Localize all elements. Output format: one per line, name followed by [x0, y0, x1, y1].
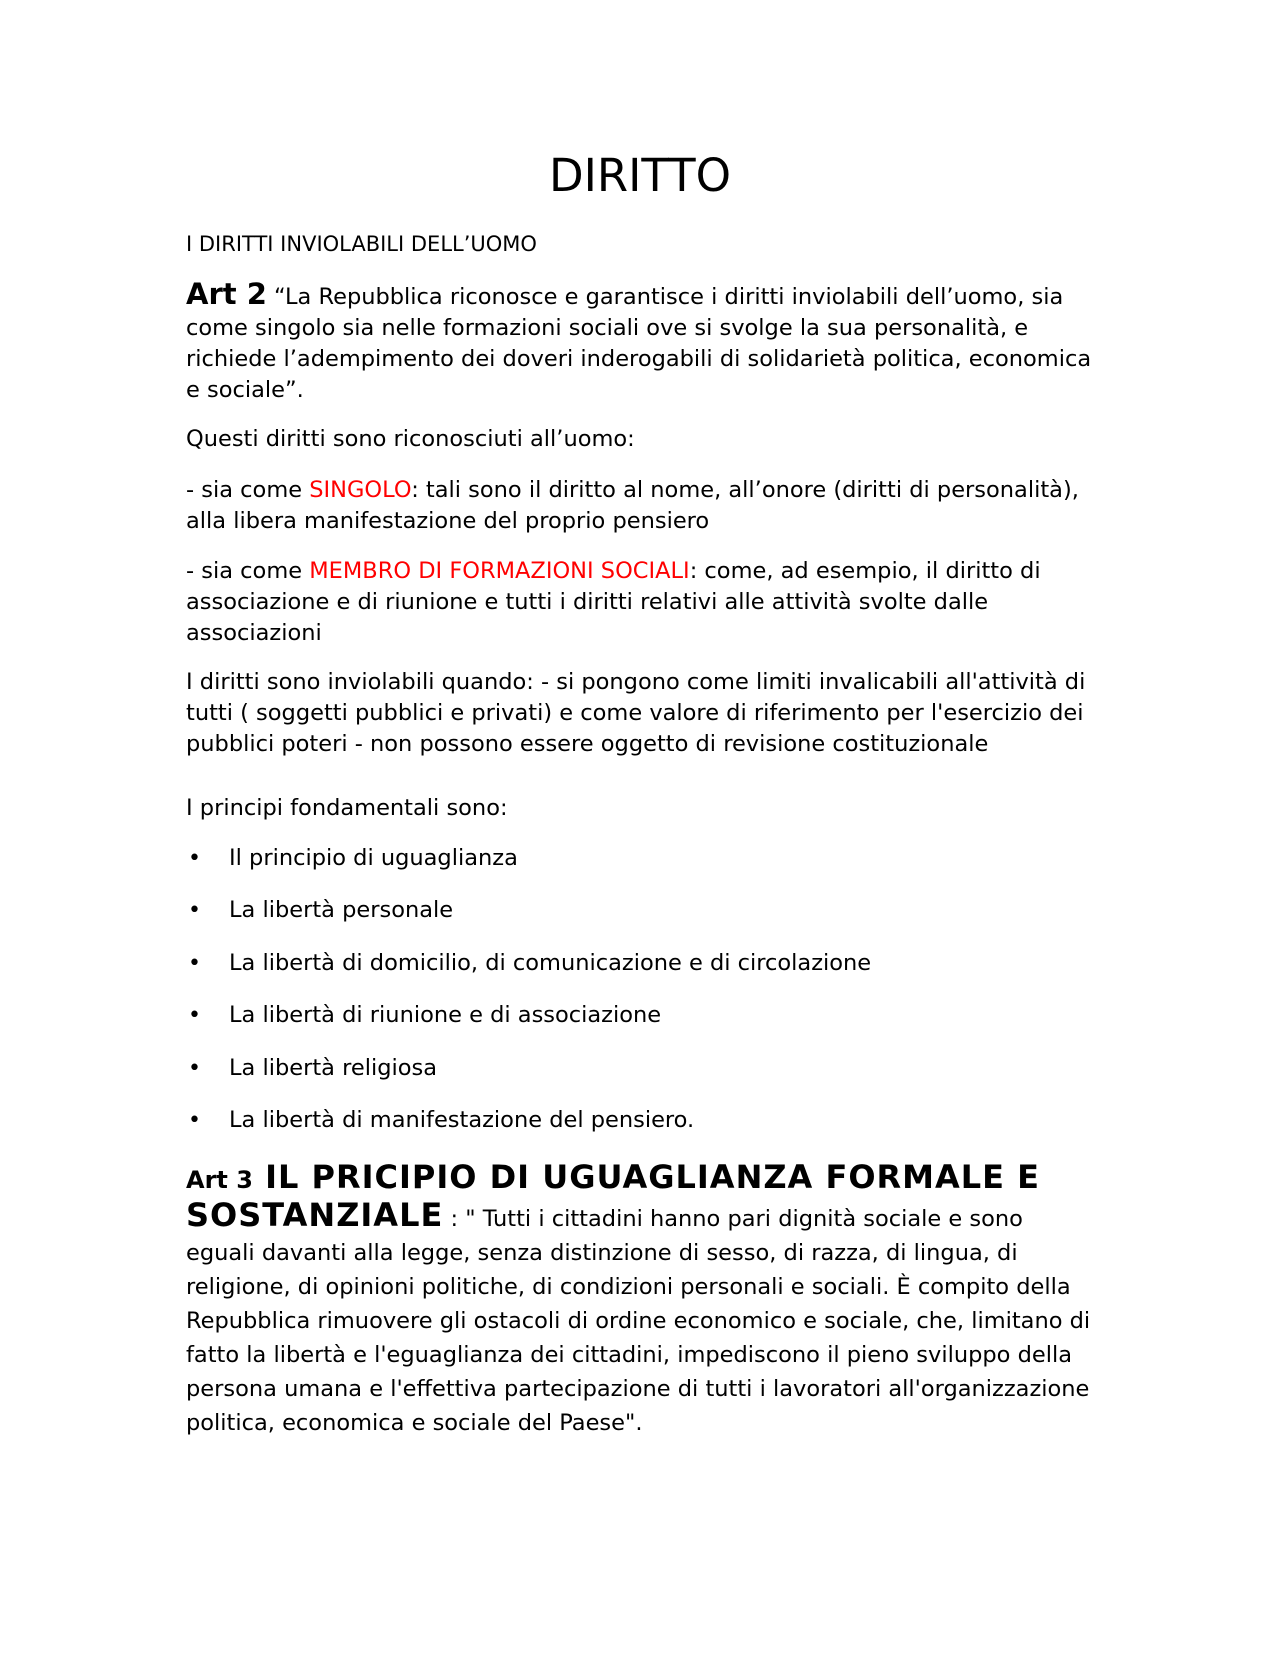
list-item: [186, 948, 1096, 1000]
list-item-text: La libertà di riunione e di associazione: [229, 1002, 662, 1029]
list-item-text: La libertà di domicilio, di comunicazione e di circolazione: [229, 949, 872, 976]
list-item: [186, 1105, 1096, 1157]
list-item-text: Il principio di uguaglianza: [229, 845, 518, 871]
membro-highlight: MEMBRO DI FORMAZIONI SOCIALI: [309, 558, 690, 584]
membro-prefix: - sia come: [186, 558, 310, 584]
singolo-paragraph: [186, 475, 1096, 537]
art3-label: Art 3: [186, 1166, 253, 1194]
membro-paragraph: [186, 556, 1096, 649]
bullet-icon: •: [188, 1003, 201, 1029]
bullet-icon: •: [188, 898, 201, 924]
list-item-text: La libertà religiosa: [229, 1054, 438, 1081]
art3-heading: IL PRICIPIO DI UGUAGLIANZA FORMALE E SOSTANZIALE: [186, 1158, 1041, 1234]
list-item: [186, 895, 1096, 947]
art2-paragraph: [186, 279, 1096, 406]
bullet-icon: •: [188, 1107, 201, 1133]
principi-intro: I principi fondamentali sono:: [186, 795, 508, 821]
principi-list: [186, 843, 1096, 1157]
singolo-prefix: - sia come: [186, 477, 310, 503]
list-item-text: La libertà di manifestazione del pensiero.: [229, 1106, 695, 1133]
singolo-highlight: SINGOLO: [309, 477, 412, 503]
art3-text: : " Tutti i cittadini hanno pari dignità sociale e sono eguali davanti alla legge, senza distinzione di sesso, di razza, di lingua, di religione, di opinioni politiche, di condizioni personali e sociali. È compito della Repubblica rimuovere gli ostacoli di ordine economico e sociale, che, limitano di fatto la libertà e l'eguaglianza dei cittadini, impediscono il pieno sviluppo della persona umana e l'effettiva partecipazione di tutti i lavoratori all'organizzazione politica, economica e sociale del Paese".: [186, 1206, 1091, 1436]
art2-label: Art 2: [186, 277, 267, 311]
singolo-rest: : tali sono il diritto al nome, all’onore (diritti di personalità), alla libera manifestazione del proprio pensiero: [186, 477, 1079, 534]
list-item-text: La libertà personale: [229, 897, 454, 924]
bullet-icon: •: [188, 950, 201, 976]
bullet-icon: •: [188, 1055, 201, 1081]
list-item: [186, 1000, 1096, 1052]
document-subtitle: I DIRITTI INVIOLABILI DELL’UOMO: [186, 232, 537, 256]
bullet-icon: •: [188, 846, 201, 871]
list-item: [186, 843, 1096, 895]
list-item: [186, 1053, 1096, 1105]
art2-text: “La Repubblica riconosce e garantisce i diritti inviolabili dell’uomo, sia come singolo sia nelle formazioni sociali ove si svolge la sua personalità, e richiede l’adempimento dei doveri inderogabili di solidarietà politica, economica e sociale”.: [186, 284, 1092, 403]
questi-paragraph: Questi diritti sono riconosciuti all’uomo:: [186, 426, 635, 452]
membro-rest: : come, ad esempio, il diritto di associazione e di riunione e tutti i diritti relativi alle attività svolte dalle associazioni: [186, 558, 1041, 646]
inviolabili-paragraph: I diritti sono inviolabili quando: - si pongono come limiti invalicabili all'attività di tutti ( soggetti pubblici e privati) e come valore di riferimento per l'esercizio dei pubblici poteri - non possono essere oggetto di revisione costituzionale: [186, 669, 1086, 757]
document-title: DIRITTO: [548, 149, 732, 202]
art3-paragraph: [186, 1160, 1096, 1440]
